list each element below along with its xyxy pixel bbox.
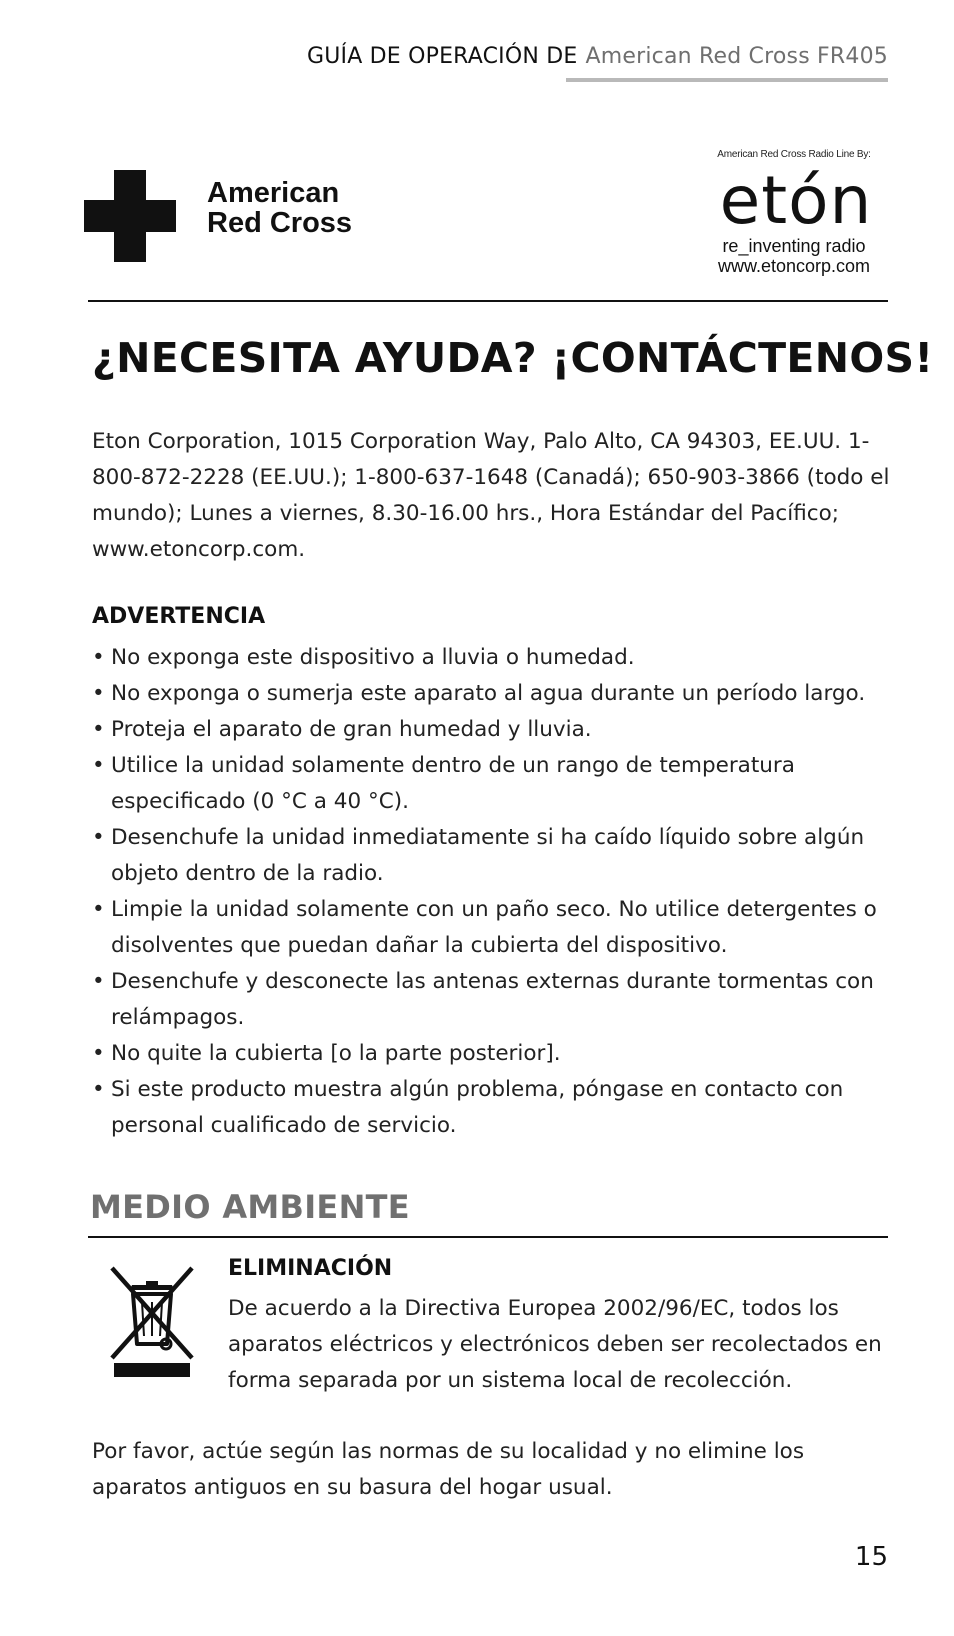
eton-wordmark: etón: [719, 162, 873, 239]
red-cross-wordmark: [207, 178, 352, 238]
header-rule: [566, 78, 888, 82]
running-header-title: GUÍA DE OPERACIÓN DE: [306, 44, 578, 69]
eton-url: www.etoncorp.com: [717, 256, 871, 276]
list-item: • Si este producto muestra algún problema, póngase en contacto con personal cualificado de servicio.: [92, 1072, 892, 1144]
list-item: • Limpie la unidad solamente con un paño seco. No utilice detergentes o disolventes que puedan dañar la cubierta del dispositivo.: [92, 892, 892, 964]
red-cross-symbol-icon-bar: [84, 200, 176, 232]
disposal-heading: ELIMINACIÓN: [228, 1256, 393, 1281]
running-header-model: American Red Cross FR405: [585, 44, 888, 69]
environment-heading: MEDIO AMBIENTE: [90, 1188, 410, 1226]
eton-radio-line-label: American Red Cross Radio Line By:: [717, 149, 871, 160]
warning-list: [92, 640, 892, 1144]
running-header: [307, 44, 888, 69]
list-item: • Desenchufe y desconecte las antenas externas durante tormentas con relámpagos.: [92, 964, 892, 1036]
list-item: • Desenchufe la unidad inmediatamente si ha caído líquido sobre algún objeto dentro de la radio.: [92, 820, 892, 892]
list-item: • No quite la cubierta [o la parte posterior].: [92, 1036, 892, 1072]
disposal-paragraph: De acuerdo a la Directiva Europea 2002/96/EC, todos los aparatos eléctricos y electrónicos deben ser recolectados en forma separada por un sistema local de recolección.: [228, 1296, 882, 1393]
eton-slogan: re_inventing radio: [722, 236, 866, 256]
list-item: • Proteja el aparato de gran humedad y lluvia.: [92, 712, 892, 748]
list-item: • No exponga este dispositivo a lluvia o humedad.: [92, 640, 892, 676]
local-rules-paragraph: Por favor, actúe según las normas de su localidad y no elimine los aparatos antiguos en su basura del hogar usual.: [92, 1439, 805, 1500]
contact-paragraph: Eton Corporation, 1015 Corporation Way, Palo Alto, CA 94303, EE.UU. 1-800-872-2228 (EE.UU.); 1-800-637-1648 (Canadá); 650-903-3866 (todo el mundo); Lunes a viernes, 8.30-16.00 hrs., Hora Estándar del Pacífico; www.etoncorp.com.: [92, 429, 890, 562]
red-cross-wordmark-line2: Red Cross: [207, 207, 353, 239]
title-rule: [88, 300, 888, 302]
warning-heading: ADVERTENCIA: [92, 604, 266, 629]
red-cross-wordmark-line1: American: [207, 177, 340, 209]
environment-rule: [88, 1236, 888, 1238]
page-title: ¿NECESITA AYUDA? ¡CONTÁCTENOS!: [92, 334, 934, 382]
list-item: • No exponga o sumerja este aparato al agua durante un período largo.: [92, 676, 892, 712]
list-item: • Utilice la unidad solamente dentro de un rango de temperatura especificado (0 °C a 40 °C).: [92, 748, 892, 820]
page-number: 15: [854, 1542, 888, 1572]
crossed-out-wheelie-bin-icon: [102, 1262, 202, 1378]
